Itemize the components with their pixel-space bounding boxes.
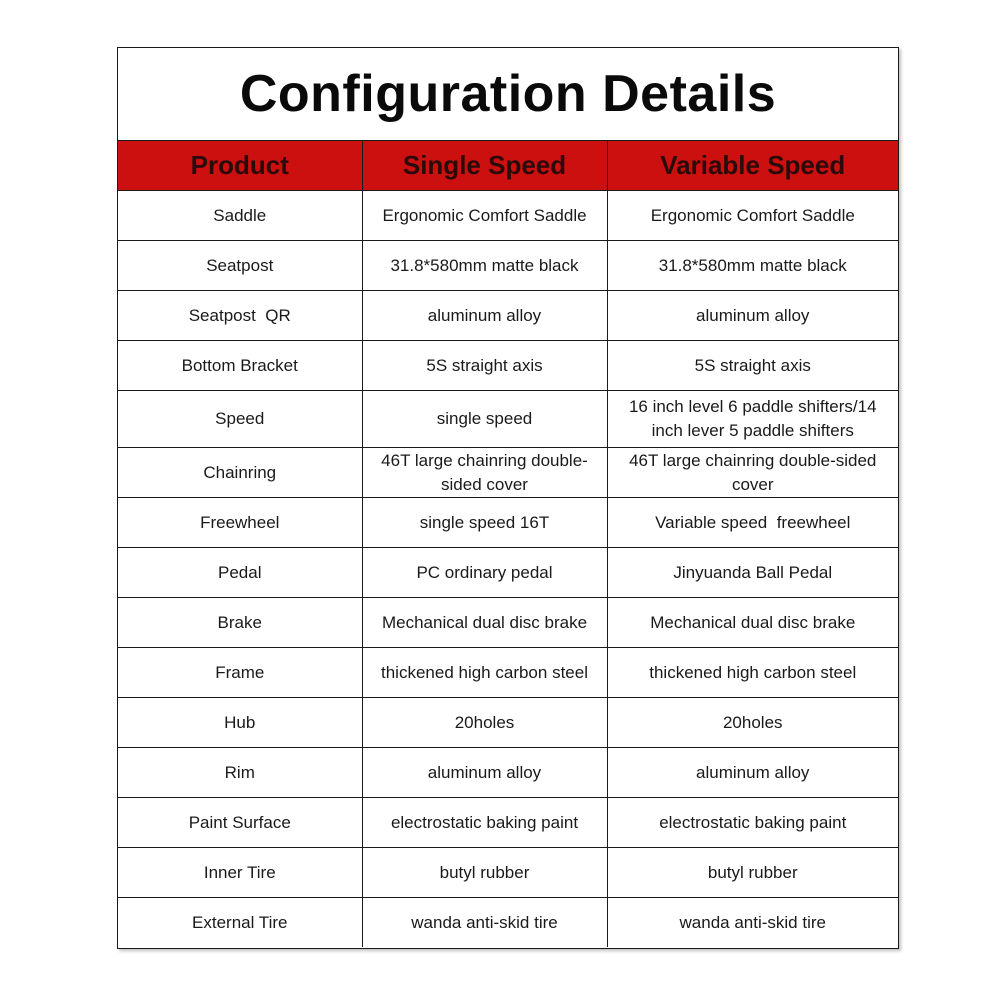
single-speed-cell: wanda anti-skid tire bbox=[362, 898, 607, 948]
variable-speed-cell: 16 inch level 6 paddle shifters/14 inch lever 5 paddle shifters bbox=[607, 391, 898, 448]
header-single-speed: Single Speed bbox=[362, 141, 607, 191]
table-row bbox=[118, 448, 898, 498]
row-label: Bottom Bracket bbox=[118, 341, 362, 391]
row-label: Inner Tire bbox=[118, 848, 362, 898]
variable-speed-cell: Mechanical dual disc brake bbox=[607, 598, 898, 648]
single-speed-cell: Mechanical dual disc brake bbox=[362, 598, 607, 648]
table-row bbox=[118, 241, 898, 291]
variable-speed-cell: 31.8*580mm matte black bbox=[607, 241, 898, 291]
variable-speed-cell: Variable speed freewheel bbox=[607, 498, 898, 548]
page-title: Configuration Details bbox=[118, 48, 898, 141]
table-row bbox=[118, 748, 898, 798]
table-row bbox=[118, 648, 898, 698]
row-label: Speed bbox=[118, 391, 362, 448]
variable-speed-cell: wanda anti-skid tire bbox=[607, 898, 898, 948]
row-label: Pedal bbox=[118, 548, 362, 598]
variable-speed-cell: 20holes bbox=[607, 698, 898, 748]
single-speed-cell: 31.8*580mm matte black bbox=[362, 241, 607, 291]
row-label: Rim bbox=[118, 748, 362, 798]
variable-speed-cell: aluminum alloy bbox=[607, 748, 898, 798]
row-label: Chainring bbox=[118, 448, 362, 498]
single-speed-cell: electrostatic baking paint bbox=[362, 798, 607, 848]
row-label: Paint Surface bbox=[118, 798, 362, 848]
table-row bbox=[118, 291, 898, 341]
row-label: Freewheel bbox=[118, 498, 362, 548]
single-speed-cell: 20holes bbox=[362, 698, 607, 748]
single-speed-cell: single speed bbox=[362, 391, 607, 448]
row-label: Seatpost QR bbox=[118, 291, 362, 341]
variable-speed-cell: thickened high carbon steel bbox=[607, 648, 898, 698]
row-label: Seatpost bbox=[118, 241, 362, 291]
single-speed-cell: aluminum alloy bbox=[362, 748, 607, 798]
row-label: Hub bbox=[118, 698, 362, 748]
row-label: Frame bbox=[118, 648, 362, 698]
configuration-table bbox=[118, 141, 898, 947]
table-row bbox=[118, 698, 898, 748]
table-header-row bbox=[118, 141, 898, 191]
variable-speed-cell: butyl rubber bbox=[607, 848, 898, 898]
table-row bbox=[118, 848, 898, 898]
variable-speed-cell: aluminum alloy bbox=[607, 291, 898, 341]
table-row bbox=[118, 598, 898, 648]
row-label: Brake bbox=[118, 598, 362, 648]
header-variable-speed: Variable Speed bbox=[607, 141, 898, 191]
table-row bbox=[118, 898, 898, 948]
table-row bbox=[118, 341, 898, 391]
row-label: External Tire bbox=[118, 898, 362, 948]
row-label: Saddle bbox=[118, 191, 362, 241]
single-speed-cell: single speed 16T bbox=[362, 498, 607, 548]
variable-speed-cell: Ergonomic Comfort Saddle bbox=[607, 191, 898, 241]
configuration-sheet bbox=[117, 47, 899, 949]
single-speed-cell: aluminum alloy bbox=[362, 291, 607, 341]
single-speed-cell: thickened high carbon steel bbox=[362, 648, 607, 698]
table-row bbox=[118, 798, 898, 848]
single-speed-cell: butyl rubber bbox=[362, 848, 607, 898]
table-row bbox=[118, 191, 898, 241]
variable-speed-cell: Jinyuanda Ball Pedal bbox=[607, 548, 898, 598]
header-product: Product bbox=[118, 141, 362, 191]
table-row bbox=[118, 548, 898, 598]
variable-speed-cell: electrostatic baking paint bbox=[607, 798, 898, 848]
table-row bbox=[118, 391, 898, 448]
single-speed-cell: 46T large chainring double-sided cover bbox=[362, 448, 607, 498]
variable-speed-cell: 5S straight axis bbox=[607, 341, 898, 391]
variable-speed-cell: 46T large chainring double-sided cover bbox=[607, 448, 898, 498]
single-speed-cell: Ergonomic Comfort Saddle bbox=[362, 191, 607, 241]
table-row bbox=[118, 498, 898, 548]
single-speed-cell: 5S straight axis bbox=[362, 341, 607, 391]
single-speed-cell: PC ordinary pedal bbox=[362, 548, 607, 598]
